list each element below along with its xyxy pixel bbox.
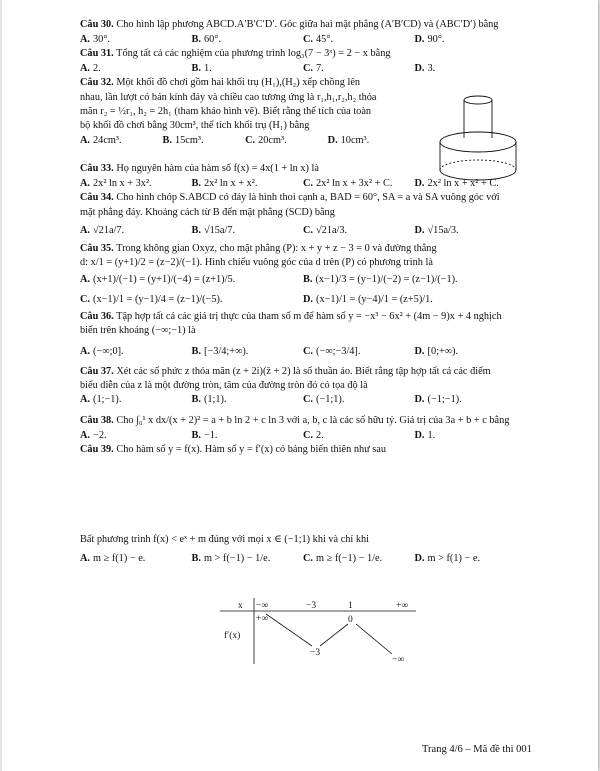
option-b[interactable]: B. √15a/7.	[191, 224, 236, 236]
options-34	[80, 220, 526, 242]
option-a[interactable]: A. 30°.	[80, 33, 111, 45]
option-d[interactable]: D. 3.	[414, 62, 436, 74]
question-number: Câu 30.	[80, 19, 114, 30]
question-number: Câu 34.	[80, 192, 114, 204]
option-c[interactable]: C. 2.	[303, 429, 324, 441]
page-footer: Trang 4/6 – Mã đề thi 001	[422, 744, 532, 755]
option-d[interactable]: D. 90°.	[414, 33, 445, 45]
option-b[interactable]: B. 60°.	[191, 33, 221, 45]
options-38	[80, 428, 526, 443]
option-b[interactable]: B. [−3/4;+∞).	[191, 345, 249, 357]
option-a[interactable]: A. −2.	[80, 429, 107, 441]
stacked-cylinders-figure	[434, 92, 522, 182]
option-a[interactable]: A. m ≥ f(1) − e.	[80, 552, 146, 564]
question-number: Câu 35.	[80, 242, 114, 254]
options-37	[80, 393, 526, 408]
variation-table	[220, 598, 416, 664]
option-b[interactable]: B. m > f(−1) − 1/e.	[191, 552, 271, 564]
option-b[interactable]: B. 1.	[191, 62, 212, 74]
exam-page	[2, 0, 598, 771]
option-c[interactable]: C. 20cm³.	[245, 134, 287, 146]
table-y-bottom: −∞	[392, 655, 405, 664]
table-spacer	[80, 457, 526, 533]
question-stem: Họ nguyên hàm của hàm số f(x) = 4x(1 + ln x) là	[116, 163, 319, 175]
option-b[interactable]: B. (x−1)/3 = (y−1)/(−2) = (z−1)/(−1).	[303, 274, 458, 286]
question-number: Câu 36.	[80, 311, 114, 323]
question-31	[80, 47, 526, 61]
question-stem: Cho ∫₀¹ x dx/(x + 2)² = a + b ln 2 + c ln 3 với a, b, c là các số hữu tỷ. Giá trị của 3a + b + c bằng	[116, 415, 510, 427]
options-31	[80, 61, 526, 76]
option-a[interactable]: A. √21a/7.	[80, 224, 125, 236]
option-b[interactable]: B. (1;1).	[191, 394, 227, 406]
option-d[interactable]: D. [0;+∞).	[414, 345, 459, 357]
question-35: Câu 35. Trong không gian Oxyz, cho mặt phẳng (P): x + y + z − 3 = 0 và đường thẳng d: x/1 = (y+1)/2 = (z−2)/(−1). Hình chiếu vuông góc của d trên (P) có phương trình là	[80, 242, 437, 269]
option-b[interactable]: B. 15cm³.	[162, 134, 204, 146]
question-number: Câu 33.	[80, 163, 114, 175]
option-c[interactable]: C. 7.	[303, 62, 324, 74]
option-c[interactable]: C. (−1;1).	[303, 394, 345, 406]
options-36	[80, 339, 526, 365]
option-d[interactable]: D. (−1;−1).	[414, 394, 462, 406]
option-d[interactable]: D. 2x² ln x + x² + C.	[414, 177, 499, 189]
question-36: Câu 36. Tập hợp tất cả các giá trị thực của tham số m để hàm số y = −x³ − 6x² + (4m − 9)x + 4 nghịch biến trên khoảng (−∞;−1) là	[80, 311, 502, 337]
option-c[interactable]: C. (−∞;−3/4].	[303, 345, 361, 357]
option-a[interactable]: A. (−∞;0].	[80, 345, 124, 357]
options-30	[80, 32, 526, 47]
table-y-label: f′(x)	[224, 631, 241, 641]
option-d[interactable]: D. (x−1)/1 = (y−4)/1 = (z+5)/1.	[303, 294, 433, 306]
question-39-followup: Bất phương trình f(x) < eˣ + m đúng với mọi x ∈ (−1;1) khi và chỉ khi	[80, 534, 370, 546]
option-d[interactable]: D. √15a/3.	[414, 224, 459, 236]
question-number: Câu 38.	[80, 415, 114, 427]
options-32	[80, 133, 424, 148]
option-c[interactable]: C. 45°.	[303, 33, 334, 45]
option-d[interactable]: D. m > f(1) − e.	[414, 552, 481, 564]
options-35-cd	[80, 290, 526, 310]
options-39	[80, 548, 526, 570]
question-30	[80, 18, 526, 32]
option-b[interactable]: B. 2x² ln x + x².	[191, 177, 258, 189]
option-a[interactable]: A. (x+1)/(−1) = (y+1)/(−4) = (z+1)/5.	[80, 274, 236, 286]
table-y-right-top: 0	[348, 615, 353, 625]
question-number: Câu 31.	[80, 48, 114, 60]
question-stem: Cho hình lập phương ABCD.A′B′C′D′. Góc giữa hai mặt phẳng (A′B′CD) và (ABC′D′) bằng	[116, 19, 499, 30]
table-x-1: −3	[306, 601, 317, 611]
option-b[interactable]: B. −1.	[191, 429, 218, 441]
question-37: Câu 37. Xét các số phức z thỏa mãn (z + 2i)(z̄ + 2) là số thuần ảo. Biết rằng tập hợp tất cả các điểm biểu diễn của z là một đường tròn, tâm của đường tròn đó có tọa độ là	[80, 365, 491, 391]
option-a[interactable]: A. 2.	[80, 62, 101, 74]
question-number: Câu 32.	[80, 77, 114, 89]
option-d[interactable]: D. 1.	[414, 429, 436, 441]
question-38	[80, 414, 526, 428]
table-x-2: 1	[348, 601, 353, 611]
options-35-ab	[80, 270, 526, 290]
option-a[interactable]: A. 24cm³.	[80, 134, 122, 146]
option-a[interactable]: A. 2x² ln x + 3x².	[80, 177, 152, 189]
table-x-0: −∞	[256, 601, 269, 611]
option-c[interactable]: C. √21a/3.	[303, 224, 348, 236]
option-a[interactable]: A. (1;−1).	[80, 394, 122, 406]
question-stem: Tổng tất cả các nghiệm của phương trình log₃(7 − 3ˣ) = 2 − x bằng	[116, 48, 391, 60]
question-stem: Cho hàm số y = f(x). Hàm số y = f′(x) có bảng biến thiên như sau	[116, 444, 387, 456]
option-c[interactable]: C. m ≥ f(−1) − 1/e.	[303, 552, 383, 564]
question-32: Câu 32. Một khối đồ chơi gồm hai khối trụ (H₁),(H₂) xếp chồng lên nhau, lần lượt có bán kính đáy và chiều cao tương ứng là r₁,h₁,r₂,h₂ thỏa mãn r₂ = ½r₁, h₂ = 2h₁ (tham khảo hình vẽ). Biết rằng thể tích của toàn bộ khối đồ chơi bằng 30cm³, thể tích khối trụ (H₁) bằng	[80, 77, 377, 132]
option-c[interactable]: C. 2x² ln x + 3x² + C.	[303, 177, 393, 189]
question-number: Câu 37.	[80, 365, 114, 377]
table-x-label: x	[238, 601, 243, 611]
table-x-3: +∞	[396, 601, 409, 611]
question-number: Câu 39.	[80, 444, 114, 456]
option-c[interactable]: C. (x−1)/1 = (y−1)/4 = (z−1)/(−5).	[80, 294, 223, 306]
question-39	[80, 443, 526, 457]
option-d[interactable]: D. 10cm³.	[327, 134, 370, 146]
table-y-top-left: +∞	[256, 614, 269, 624]
table-y-mid: −3	[310, 648, 321, 658]
question-34: Câu 34. Cho hình chóp S.ABCD có đáy là hình thoi cạnh a, BAD = 60°, SA = a và SA vuông góc với mặt phẳng đáy. Khoảng cách từ B đến mặt phẳng (SCD) bằng	[80, 192, 500, 218]
